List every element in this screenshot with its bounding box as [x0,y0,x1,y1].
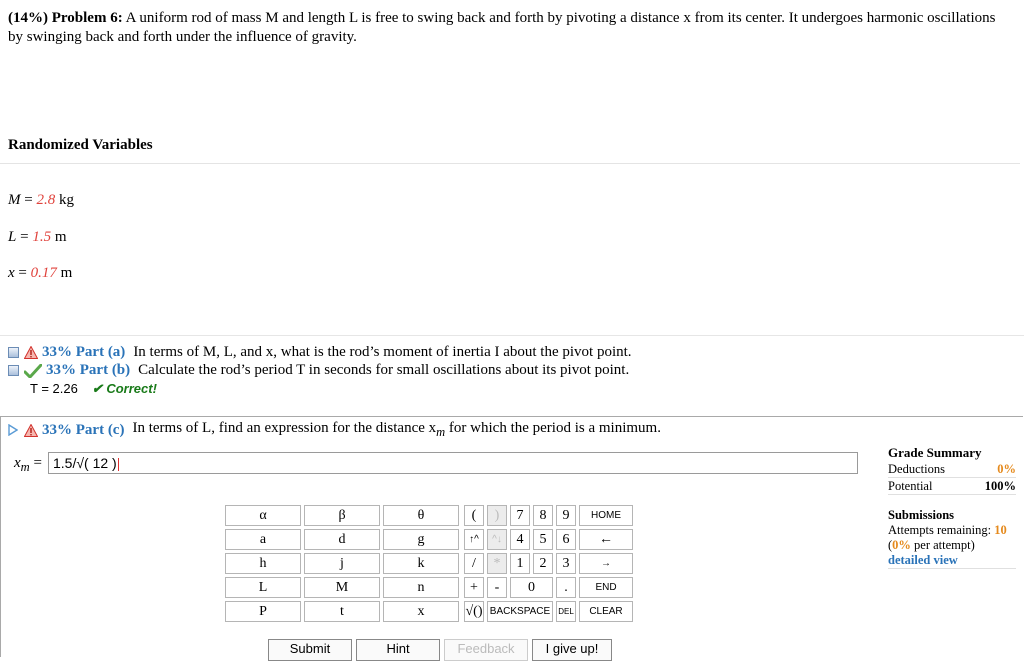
variable-mass: M = 2.8 kg [8,192,74,208]
key-end[interactable]: END [579,577,633,598]
key-raise[interactable]: ↑^ [464,529,484,550]
key-6[interactable]: 6 [556,529,576,550]
give-up-button[interactable]: I give up! [532,639,612,661]
problem-statement [8,9,1008,47]
attempts-remaining: Attempts remaining: 10 [888,523,1007,537]
key-decimal[interactable]: . [556,577,576,598]
key-clear[interactable]: CLEAR [579,601,633,622]
variable-length: L = 1.5 m [8,229,67,245]
key-backspace[interactable]: BACKSPACE [487,601,553,622]
answer-label: $x_m$ = [14,455,42,474]
part-b-text: Calculate the rod’s period T in seconds for small oscillations about its pivot point. [138,362,630,378]
part-c-text: In terms of L, find an expression for the distance $x_m$ for which the period is a minimum. [132,420,661,439]
key-8[interactable]: 8 [533,505,553,526]
key-plus[interactable]: + [464,577,484,598]
key-divide[interactable]: / [464,553,484,574]
key-2[interactable]: 2 [533,553,553,574]
key-x[interactable]: x [383,601,459,622]
key-7[interactable]: 7 [510,505,530,526]
detailed-view-link[interactable]: detailed view [888,553,1016,569]
part-c-row[interactable]: 33% Part (c) In terms of L, find an expression for the distance $x_m$ for which the period is a minimum. [8,420,661,440]
grade-summary [888,445,1016,495]
part-a-text: In terms of M, L, and x, what is the rod’s moment of inertia I about the pivot point. [133,344,632,360]
correct-badge: ✔ Correct! [91,381,157,396]
key-3[interactable]: 3 [556,553,576,574]
key-minus[interactable]: - [487,577,507,598]
part-b-answer: T = 2.26 ✔ Correct! [30,381,157,396]
key-multiply[interactable]: * [487,553,507,574]
key-0[interactable]: 0 [510,577,553,598]
problem-weight: (14%) [8,10,48,26]
problem-text: A uniform rod of mass M and length L is free to swing back and forth by pivoting a distance x from its center. It undergoes harmonic oscillations by swinging back and forth under the influence of gravity. [8,10,996,45]
key-k[interactable]: k [383,553,459,574]
key-h[interactable]: h [225,553,301,574]
key-open-paren[interactable]: ( [464,505,484,526]
key-j[interactable]: j [304,553,380,574]
divider [0,335,1024,336]
part-b-row[interactable]: 33% Part (b) Calculate the rod’s period T in seconds for small oscillations about its pivot point. [8,362,629,379]
variable-distance: x = 0.17 m [8,265,73,281]
key-close-paren[interactable]: ) [487,505,507,526]
key-beta[interactable]: β [304,505,380,526]
grade-summary-title: Grade Summary [888,445,982,460]
key-1[interactable]: 1 [510,553,530,574]
key-left-arrow[interactable]: ← [579,529,633,550]
warning-icon [24,346,38,359]
checkmark-icon [24,364,42,378]
key-right-arrow[interactable]: → [579,553,633,574]
deductions-row: Deductions 0% [888,462,1016,476]
key-home[interactable]: HOME [579,505,633,526]
hint-button[interactable]: Hint [356,639,440,661]
variable-keypad [222,502,462,625]
key-P[interactable]: P [225,601,301,622]
calculator-keypad [461,502,636,625]
key-d[interactable]: d [304,529,380,550]
part-a-row[interactable]: 33% Part (a) In terms of M, L, and x, what is the rod’s moment of inertia I about the pivot point. [8,344,632,361]
problem-title: Problem 6: [51,10,123,26]
warning-icon [24,424,38,437]
text-cursor [118,458,119,471]
key-theta[interactable]: θ [383,505,459,526]
answer-input[interactable]: 1.5/√( 12 ) [48,452,858,474]
per-attempt-deduction: (0% per attempt) [888,538,975,552]
collapse-icon[interactable] [8,347,19,358]
submissions-title: Submissions [888,508,955,522]
key-t[interactable]: t [304,601,380,622]
feedback-button[interactable]: Feedback [444,639,528,661]
key-sqrt[interactable]: √() [464,601,484,622]
key-lower[interactable]: ^↓ [487,529,507,550]
key-delete[interactable]: DEL [556,601,576,622]
expand-arrow-icon[interactable] [8,424,18,436]
potential-row: Potential 100% [888,479,1016,493]
key-n[interactable]: n [383,577,459,598]
key-4[interactable]: 4 [510,529,530,550]
collapse-icon[interactable] [8,365,19,376]
key-L[interactable]: L [225,577,301,598]
divider [0,163,1020,164]
submissions-panel [888,508,1016,569]
key-g[interactable]: g [383,529,459,550]
key-9[interactable]: 9 [556,505,576,526]
submit-button[interactable]: Submit [268,639,352,661]
randomized-variables-title: Randomized Variables [8,137,153,153]
key-a[interactable]: a [225,529,301,550]
key-5[interactable]: 5 [533,529,553,550]
key-M[interactable]: M [304,577,380,598]
key-alpha[interactable]: α [225,505,301,526]
